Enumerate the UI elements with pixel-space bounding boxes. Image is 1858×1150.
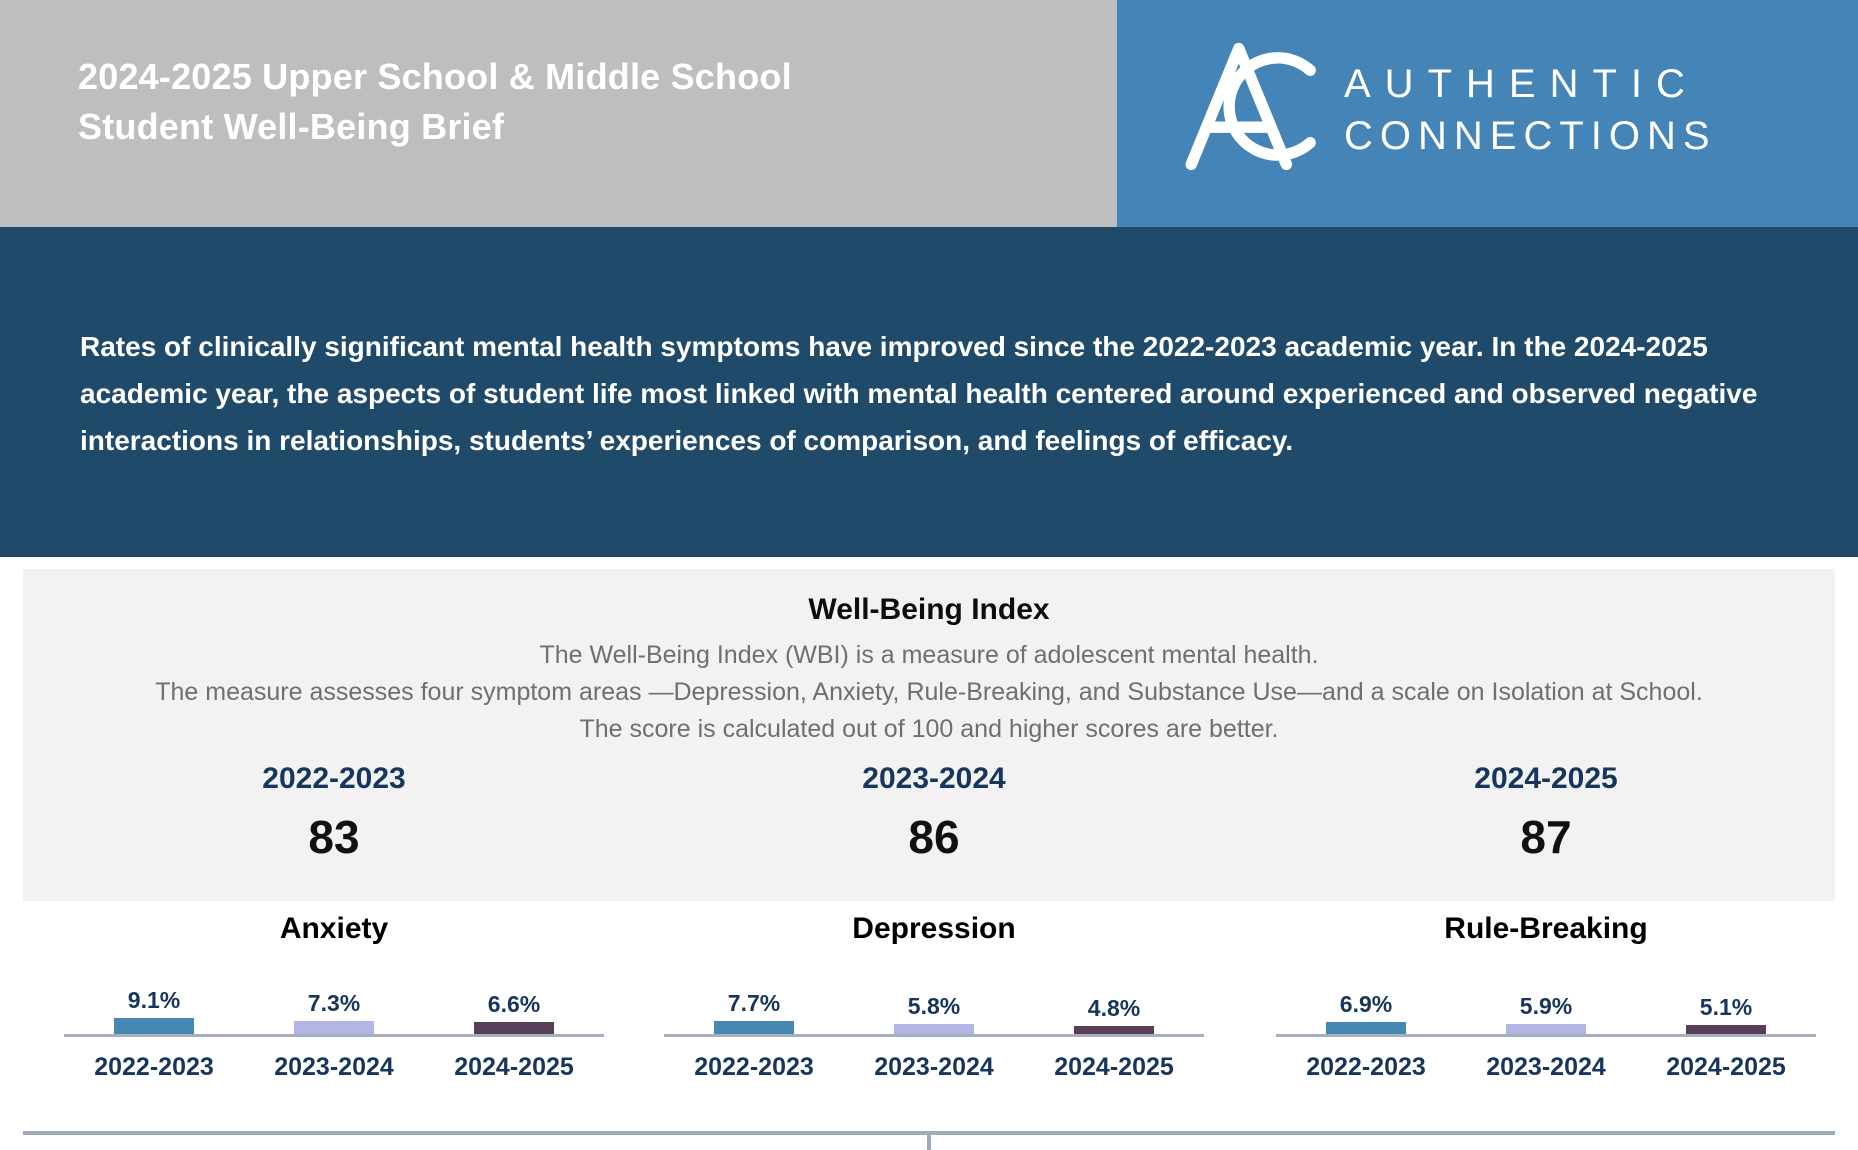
category-label: 2024-2025 <box>1054 1053 1174 1081</box>
bar-group <box>64 987 244 1034</box>
bar-value-label: 5.9% <box>1519 993 1573 1019</box>
wbi-year-label: 2024-2025 <box>1474 762 1618 795</box>
wellbeing-index-description <box>23 637 1835 748</box>
bar-2022-2023 <box>714 1021 794 1034</box>
chart-bars-row <box>1276 980 1816 1037</box>
chart-rule-breaking <box>1258 912 1834 1082</box>
bar-value-label: 6.9% <box>1339 991 1393 1017</box>
bar-group <box>1276 991 1456 1034</box>
bar-2022-2023 <box>1326 1022 1406 1034</box>
bar-group <box>424 991 604 1034</box>
category-label: 2022-2023 <box>1306 1053 1426 1081</box>
wbi-year-score: 86 <box>908 811 960 863</box>
logo-wordmark-line1: AUTHENTIC <box>1344 62 1699 106</box>
category-label: 2024-2025 <box>1666 1053 1786 1081</box>
category-label: 2024-2025 <box>454 1053 574 1081</box>
bar-value-label: 9.1% <box>127 987 181 1013</box>
bottom-divider-center-tick <box>927 1135 931 1150</box>
chart-title: Rule-Breaking <box>1444 912 1648 945</box>
wbi-year-score: 87 <box>1520 811 1572 863</box>
bar-group <box>1456 993 1636 1034</box>
bar-2024-2025 <box>1686 1025 1766 1034</box>
chart-anxiety <box>46 912 622 1082</box>
category-label: 2023-2024 <box>274 1053 394 1081</box>
logo-wordmark-line2: CONNECTIONS <box>1344 114 1717 158</box>
bar-2023-2024 <box>294 1021 374 1034</box>
header-title-block <box>0 0 1117 227</box>
bar-group <box>1636 994 1816 1034</box>
bar-2024-2025 <box>1074 1026 1154 1034</box>
category-label: 2023-2024 <box>874 1053 994 1081</box>
chart-category-row <box>664 1053 1204 1082</box>
chart-category-row <box>1276 1053 1816 1082</box>
bar-value-label: 5.8% <box>907 993 961 1019</box>
chart-bars-row <box>64 980 604 1037</box>
bar-value-label: 7.3% <box>307 990 361 1016</box>
chart-title: Depression <box>852 912 1016 945</box>
wbi-year-2024-2025 <box>1258 762 1834 864</box>
category-label: 2022-2023 <box>94 1053 214 1081</box>
page-title-line2: Student Well-Being Brief <box>78 106 505 147</box>
summary-text: Rates of clinically significant mental health symptoms have improved since the 2022-2023 academic year. In the 2024-2025 academic year, the aspects of student life most linked with mental health centered around experienced and observed negative interactions in relationships, students’ experiences of comparison, and feelings of efficacy. <box>80 331 1758 456</box>
wbi-year-score: 83 <box>308 811 360 863</box>
bar-value-label: 7.7% <box>727 990 781 1016</box>
bar-2024-2025 <box>474 1022 554 1034</box>
bar-2023-2024 <box>1506 1024 1586 1034</box>
wbi-year-label: 2022-2023 <box>262 762 406 795</box>
category-label: 2022-2023 <box>694 1053 814 1081</box>
bar-value-label: 6.6% <box>487 991 541 1017</box>
wbi-year-2022-2023 <box>46 762 622 864</box>
wellbeing-index-panel <box>23 569 1835 901</box>
page-title <box>78 52 792 152</box>
logo-wordmark <box>1344 58 1717 162</box>
bar-group <box>244 990 424 1034</box>
bar-2022-2023 <box>114 1018 194 1034</box>
bar-value-label: 5.1% <box>1699 994 1753 1020</box>
bar-group <box>844 993 1024 1034</box>
summary-band <box>0 227 1858 557</box>
page-title-line1: 2024-2025 Upper School & Middle School <box>78 56 792 97</box>
chart-category-row <box>64 1053 604 1082</box>
chart-bars-row <box>664 980 1204 1037</box>
bar-group <box>664 990 844 1034</box>
chart-depression <box>646 912 1222 1082</box>
chart-title: Anxiety <box>279 912 389 945</box>
authentic-connections-monogram-icon <box>1185 42 1335 172</box>
category-label: 2023-2024 <box>1486 1053 1606 1081</box>
bar-value-label: 4.8% <box>1087 995 1141 1021</box>
wbi-description-line1: The Well-Being Index (WBI) is a measure of adolescent mental health. <box>539 641 1319 669</box>
header-logo-block <box>1117 0 1858 227</box>
wellbeing-index-title: Well-Being Index <box>808 593 1050 626</box>
wbi-description-line3: The score is calculated out of 100 and higher scores are better. <box>579 715 1279 743</box>
wbi-year-label: 2023-2024 <box>862 762 1006 795</box>
bar-2023-2024 <box>894 1024 974 1034</box>
wbi-description-line2: The measure assesses four symptom areas —Depression, Anxiety, Rule-Breaking, and Substance Use—and a scale on Isolation at School. <box>155 678 1703 706</box>
bar-group <box>1024 995 1204 1034</box>
wbi-year-2023-2024 <box>646 762 1222 864</box>
